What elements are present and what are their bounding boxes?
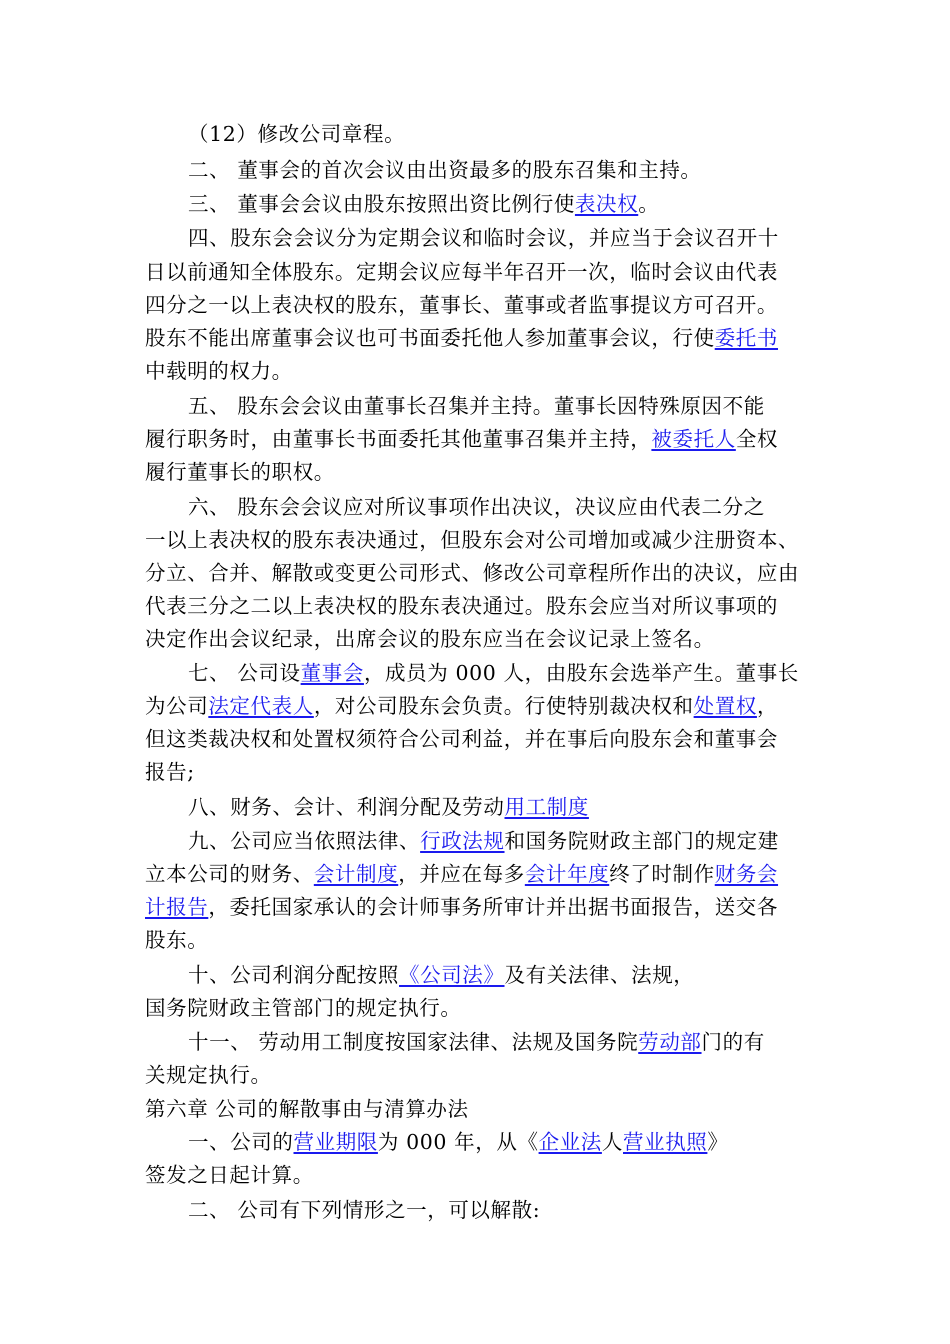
hyperlink[interactable]: 会计年度 [524,862,610,886]
doc-line-13 [145,526,799,554]
text-run: 一、公司的 [188,1130,294,1154]
doc-line-27 [145,994,462,1022]
doc-line-10 [145,425,778,453]
text-run: 股东。 [145,928,209,952]
text-run: 人 [601,1130,623,1154]
text-run: 》 [707,1130,729,1154]
doc-line-18 [145,692,778,720]
text-run: 一以上表决权的股东表决通过，但股东会对公司增加或减少注册资本、 [145,528,800,552]
hyperlink[interactable]: 营业期限 [293,1130,378,1154]
text-run: 和国务院财政主部门的规定建 [504,829,779,853]
text-run: 第六章 公司的解散事由与清算办法 [145,1097,469,1121]
text-run: ，对公司股东会负责。行使特别裁决权和 [313,694,694,718]
text-run: 及有关法律、法规， [504,963,695,987]
text-run: 立本公司的财务、 [145,862,314,886]
hyperlink[interactable]: 表决权 [574,192,639,216]
text-run: 三、 董事会会议由股东按照出资比例行使 [188,192,575,216]
text-run: 九、公司应当依照法律、 [188,829,421,853]
text-run: 报告; [145,760,195,784]
hyperlink[interactable]: 处置权 [693,694,757,718]
doc-line-2 [188,156,702,184]
text-run: 签发之日起计算。 [145,1163,314,1187]
text-run: 五、 股东会会议由董事长召集并主持。董事长因特殊原因不能 [188,394,765,418]
doc-line-25 [145,926,208,954]
text-run: ，成员为 000 人，由股东会选举产生。董事长 [363,661,799,685]
text-run: 日以前通知全体股东。定期会议应每半年召开一次，临时会议由代表 [145,260,778,284]
text-run: 决定作出会议纪录，出席会议的股东应当在会议记录上签名。 [145,627,715,651]
text-run: 二、 公司有下列情形之一，可以解散: [188,1198,541,1222]
text-run: 终了时制作 [609,862,715,886]
hyperlink[interactable]: 行政法规 [420,829,505,853]
doc-line-1 [188,120,405,148]
doc-line-24 [145,893,778,921]
hyperlink[interactable]: 财务会 [714,862,779,886]
doc-line-22 [188,827,779,855]
text-run: 关规定执行。 [145,1063,272,1087]
chapter-heading [145,1095,469,1123]
text-run: （12）修改公司章程。 [188,122,406,146]
text-run: ， [756,694,779,718]
doc-line-11 [145,458,335,486]
hyperlink[interactable]: 法定代表人 [208,694,314,718]
doc-line-21 [188,793,589,821]
hyperlink[interactable]: 企业法 [538,1130,602,1154]
hyperlink[interactable]: 劳动部 [638,1030,702,1054]
doc-line-29 [145,1061,272,1089]
doc-line-32 [145,1161,314,1189]
text-run: ，委托国家承认的会计师事务所审计并出据书面报告，送交各 [208,895,779,919]
text-run: 八、财务、会计、利润分配及劳动 [188,795,505,819]
text-run: 履行董事长的职权。 [145,460,335,484]
text-run: 为 000 年，从《 [377,1130,539,1154]
doc-line-33 [188,1196,540,1224]
doc-line-5 [145,258,778,286]
hyperlink[interactable]: 《公司法》 [399,963,505,987]
text-run: 。 [638,192,660,216]
doc-line-12 [188,493,765,521]
doc-line-8 [145,357,293,385]
hyperlink[interactable]: 被委托人 [651,427,736,451]
text-run: 为公司 [145,694,209,718]
doc-line-26 [188,961,694,989]
hyperlink[interactable]: 会计制度 [313,862,399,886]
doc-line-28 [188,1028,765,1056]
text-run: 门的有 [701,1030,765,1054]
doc-line-15 [145,592,778,620]
text-run: 分立、合并、解散或变更公司形式、修改公司章程所作出的决议，应由 [145,561,800,585]
doc-line-9 [188,392,765,420]
text-run: 六、 股东会会议应对所议事项作出决议，决议应由代表二分之 [188,495,765,519]
hyperlink[interactable]: 营业执照 [623,1130,708,1154]
text-run: 四、股东会会议分为定期会议和临时会议，并应当于会议召开十 [188,226,779,250]
doc-line-19 [145,725,778,753]
text-run: 履行职务时，由董事长书面委托其他董事召集并主持， [145,427,652,451]
text-run: ，并应在每多 [398,862,525,886]
hyperlink[interactable]: 董事会 [300,661,364,685]
text-run: 中载明的权力。 [145,359,293,383]
doc-line-7 [145,324,778,352]
doc-line-20 [145,758,195,786]
text-run: 十一、 劳动用工制度按国家法律、法规及国务院 [188,1030,639,1054]
text-run: 十、公司利润分配按照 [188,963,399,987]
doc-line-4 [188,224,779,252]
hyperlink[interactable]: 委托书 [714,326,779,350]
text-run: 股东不能出席董事会议也可书面委托他人参加董事会议，行使 [145,326,715,350]
doc-line-23 [145,860,778,888]
doc-line-31 [188,1128,729,1156]
doc-line-3 [188,190,659,218]
doc-line-16 [145,625,715,653]
text-run: 代表三分之二以上表决权的股东表决通过。股东会应当对所议事项的 [145,594,778,618]
doc-line-14 [145,559,799,587]
text-run: 四分之一以上表决权的股东，董事长、董事或者监事提议方可召开。 [145,293,778,317]
text-run: 全权 [735,427,779,451]
text-run: 七、 公司设 [188,661,301,685]
text-run: 但这类裁决权和处置权须符合公司利益，并在事后向股东会和董事会 [145,727,778,751]
hyperlink[interactable]: 用工制度 [504,795,589,819]
text-run: 国务院财政主管部门的规定执行。 [145,996,462,1020]
hyperlink[interactable]: 计报告 [145,895,209,919]
doc-line-6 [145,291,778,319]
doc-line-17 [188,659,799,687]
text-run: 二、 董事会的首次会议由出资最多的股东召集和主持。 [188,158,702,182]
